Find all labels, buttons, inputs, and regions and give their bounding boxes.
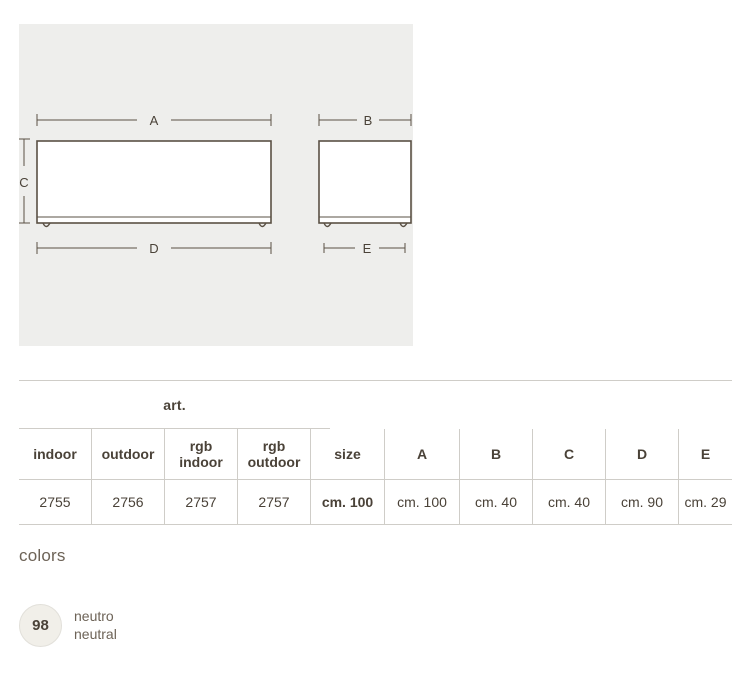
- table-cell-b: cm. 40: [460, 479, 532, 524]
- dimension-e: [324, 241, 405, 256]
- table-cell-rgb-indoor: 2757: [165, 479, 237, 524]
- dimension-b: [319, 113, 411, 128]
- front-view-body: [37, 141, 271, 223]
- table-cell-e: cm. 29: [679, 479, 732, 524]
- color-name-it: neutro: [74, 608, 114, 624]
- table-column-d: [606, 429, 679, 524]
- table-header-outdoor: outdoor: [101, 445, 155, 462]
- table-header-size: size: [334, 445, 361, 462]
- table-header-d: D: [636, 445, 648, 462]
- art-label: art.: [163, 396, 186, 413]
- dimension-label-d: D: [149, 241, 159, 256]
- table-column-outdoor: [92, 429, 165, 524]
- table-column-e: [679, 429, 732, 524]
- table-header-b: B: [490, 445, 502, 462]
- spec-table-columns: [19, 429, 732, 524]
- specification-table: [19, 380, 732, 525]
- color-name-en: neutral: [74, 625, 117, 642]
- table-column-size: [311, 429, 385, 524]
- table-header-c: C: [563, 445, 575, 462]
- table-column-indoor: [19, 429, 92, 524]
- dimension-a: [37, 113, 271, 128]
- table-cell-d: cm. 90: [606, 479, 678, 524]
- table-header-rgb-outdoor: [238, 429, 310, 479]
- table-column-rgb-outdoor: [238, 429, 311, 524]
- table-cell-c: cm. 40: [533, 479, 605, 524]
- color-swatch-item: [19, 604, 117, 647]
- dimension-label-c: C: [19, 175, 29, 190]
- table-cell-outdoor: 2756: [92, 479, 164, 524]
- side-view-body: [319, 141, 411, 223]
- table-cell-a: cm. 100: [385, 479, 459, 524]
- table-header-rgb-outdoor-line1: rgb: [262, 437, 286, 454]
- color-swatch-labels: [74, 608, 117, 643]
- dimension-label-e: E: [362, 241, 372, 256]
- table-cell-indoor: 2755: [19, 479, 91, 524]
- dimension-label-a: A: [149, 113, 159, 128]
- table-column-b: [460, 429, 533, 524]
- color-swatch-neutral: 98: [19, 604, 62, 647]
- colors-section-title: colors: [19, 546, 66, 565]
- dimension-label-b: B: [363, 113, 373, 128]
- table-header-a: A: [416, 445, 428, 462]
- table-header-rgb-indoor-line1: rgb: [189, 437, 213, 454]
- table-column-a: [385, 429, 460, 524]
- table-header-e: E: [700, 445, 711, 462]
- dimension-d: [37, 241, 271, 256]
- technical-drawing-svg: [19, 24, 413, 346]
- table-header-rgb-indoor-line2: indoor: [179, 454, 223, 470]
- table-bottom-rule: [19, 524, 732, 525]
- table-header-indoor: indoor: [33, 445, 77, 462]
- dimension-c: [19, 139, 30, 223]
- table-header-rgb-indoor: [165, 429, 237, 479]
- table-cell-rgb-outdoor: 2757: [238, 479, 310, 524]
- table-column-c: [533, 429, 606, 524]
- technical-drawing-panel: [19, 24, 413, 346]
- table-column-rgb-indoor: [165, 429, 238, 524]
- art-header-row: [19, 381, 330, 429]
- table-cell-size: cm. 100: [311, 479, 384, 524]
- table-header-rgb-outdoor-line2: outdoor: [247, 454, 301, 470]
